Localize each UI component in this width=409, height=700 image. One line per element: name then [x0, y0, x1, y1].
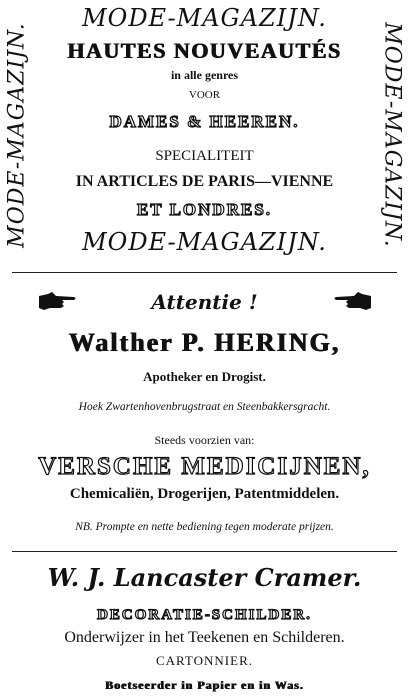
cramer-profession: DECORATIE-SCHILDER. — [97, 607, 312, 623]
mode-londres: ET LONDRES. — [136, 200, 273, 219]
cramer-name: W. J. Lancaster Cramer. — [47, 563, 362, 592]
hering-address: Hoek Zwartenhovenbrugstraat en Steenbakkersgracht. — [78, 401, 331, 413]
mode-articles: IN ARTICLES DE PARIS—VIENNE — [75, 173, 334, 190]
cramer-boetseerder: Boetseerder in Papier en in Was. — [105, 678, 304, 692]
divider-2 — [12, 551, 397, 552]
hering-name: Walther P. HERING, — [68, 328, 341, 357]
hering-nb: NB. Prompte en nette bediening tegen moderate prijzen. — [75, 521, 334, 533]
right-side-label: MODE-MAGAZIJN. — [379, 22, 405, 248]
hering-steeds: Steeds voorzien van: — [154, 433, 255, 447]
hering-products: Chemicaliën, Drogerijen, Patentmiddelen. — [69, 486, 340, 502]
cramer-teacher: Onderwijzer in het Teekenen en Schilderen. — [64, 629, 345, 646]
mode-genres: in alle genres — [170, 68, 239, 82]
mode-dames-heeren: DAMES & HEEREN. — [109, 112, 300, 131]
mode-footer: MODE-MAGAZIJN. — [82, 228, 327, 256]
left-side-label: MODE-MAGAZIJN. — [4, 22, 30, 248]
mode-voor: VOOR — [188, 89, 221, 101]
hering-medicines: VERSCHE MEDICIJNEN, — [38, 453, 371, 480]
cramer-cartonnier: CARTONNIER. — [155, 653, 253, 668]
divider-1 — [12, 272, 397, 273]
attentie-heading: Attentie ! — [151, 290, 258, 314]
mode-title: MODE-MAGAZIJN. — [82, 4, 327, 32]
mode-headline: HAUTES NOUVEAUTÉS — [67, 38, 342, 63]
mode-specialiteit: SPECIALITEIT — [155, 148, 254, 164]
hering-profession: Apotheker en Drogist. — [143, 369, 266, 384]
